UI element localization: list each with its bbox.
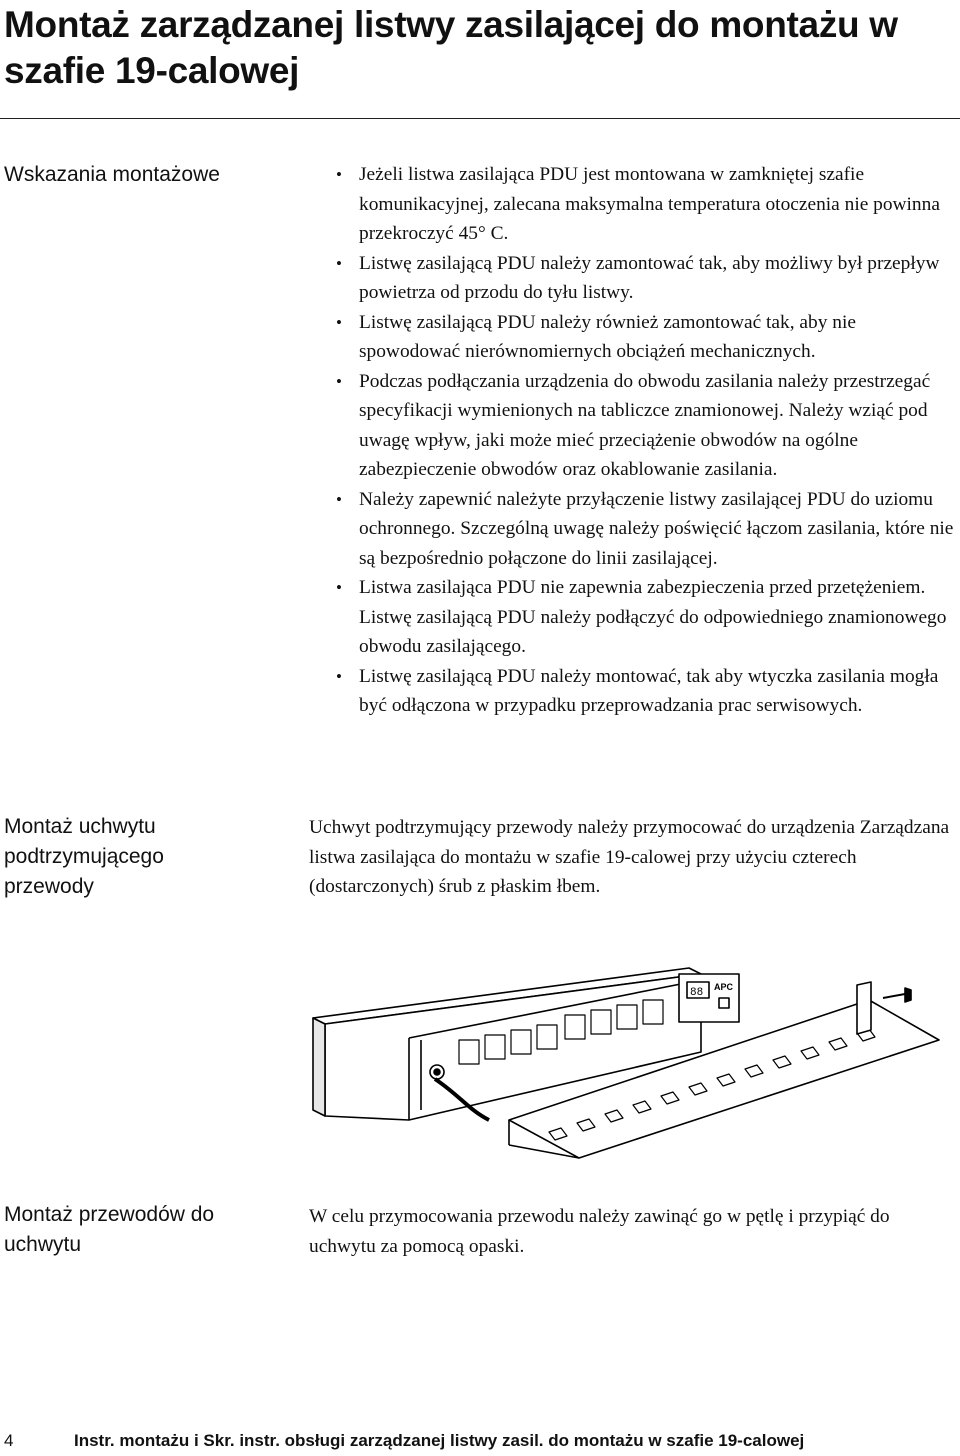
cords-text: W celu przymocowania przewodu należy zawinąć go w pętlę i przypiąć do uchwytu za pomocą opaski. — [309, 1206, 890, 1257]
guidelines-list — [336, 160, 960, 721]
list-item: • Listwa zasilająca PDU nie zapewnia zabezpieczenia przed przetężeniem. Listwę zasilającą PDU należy podłączyć do odpowiedniego znamionowego obwodu zasilającego. — [336, 573, 960, 662]
pdu-illustration-svg — [309, 960, 959, 1160]
page-title: Montaż zarządzanej listwy zasilającej do montażu w szafie 19-calowej — [4, 4, 898, 91]
display-readout: 88 — [690, 987, 704, 999]
list-item: • Podczas podłączania urządzenia do obwodu zasilania należy przestrzegać specyfikacji wymienionych na tabliczce znamionowej. Należy wziąć pod uwagę wpływ, jaki może mieć przeciążenie obwodów na ogólne zabezpieczenie obwodów oraz okablowanie zasilania. — [336, 367, 960, 485]
list-item: • Listwę zasilającą PDU należy zamontować tak, aby możliwy był przepływ powietrza od przodu do tyłu listwy. — [336, 249, 960, 308]
list-item: • Listwę zasilającą PDU należy montować, tak aby wtyczka zasilania mogła być odłączona w przypadku przeprowadzania prac serwisowych. — [336, 662, 960, 721]
bracket-heading: Montaż uchwytu podtrzymującego przewody — [4, 815, 164, 898]
list-item: • Jeżeli listwa zasilająca PDU jest montowana w zamkniętej szafie komunikacyjnej, zalecana maksymalna temperatura otoczenia nie powinna przekroczyć 45° C. — [336, 160, 960, 249]
pdu-bracket-illustration — [309, 960, 959, 1160]
title-divider — [0, 118, 960, 119]
bracket-text: Uchwyt podtrzymujący przewody należy przymocować do urządzenia Zarządzana listwa zasilająca do montażu w szafie 19-calowej przy użyciu czterech (dostarczonych) śrub z płaskim łbem. — [309, 817, 950, 897]
footer-text: Instr. montażu i Skr. instr. obsługi zarządzanej listwy zasil. do montażu w szafie 19-calowej — [74, 1431, 805, 1450]
cords-heading: Montaż przewodów do uchwytu — [4, 1203, 215, 1256]
guidelines-heading: Wskazania montażowe — [4, 163, 220, 186]
page-footer — [4, 1430, 960, 1452]
brand-logo: APC — [714, 982, 734, 992]
list-item: • Listwę zasilającą PDU należy również zamontować tak, aby nie spowodować nierównomiernych obciążeń mechanicznych. — [336, 308, 960, 367]
list-item: • Należy zapewnić należyte przyłączenie listwy zasilającej PDU do uziomu ochronnego. Szczególną uwagę należy poświęcić łączom zasilania, które nie są bezpośrednio połączone do linii zasilającej. — [336, 485, 960, 574]
page-number: 4 — [4, 1431, 14, 1450]
